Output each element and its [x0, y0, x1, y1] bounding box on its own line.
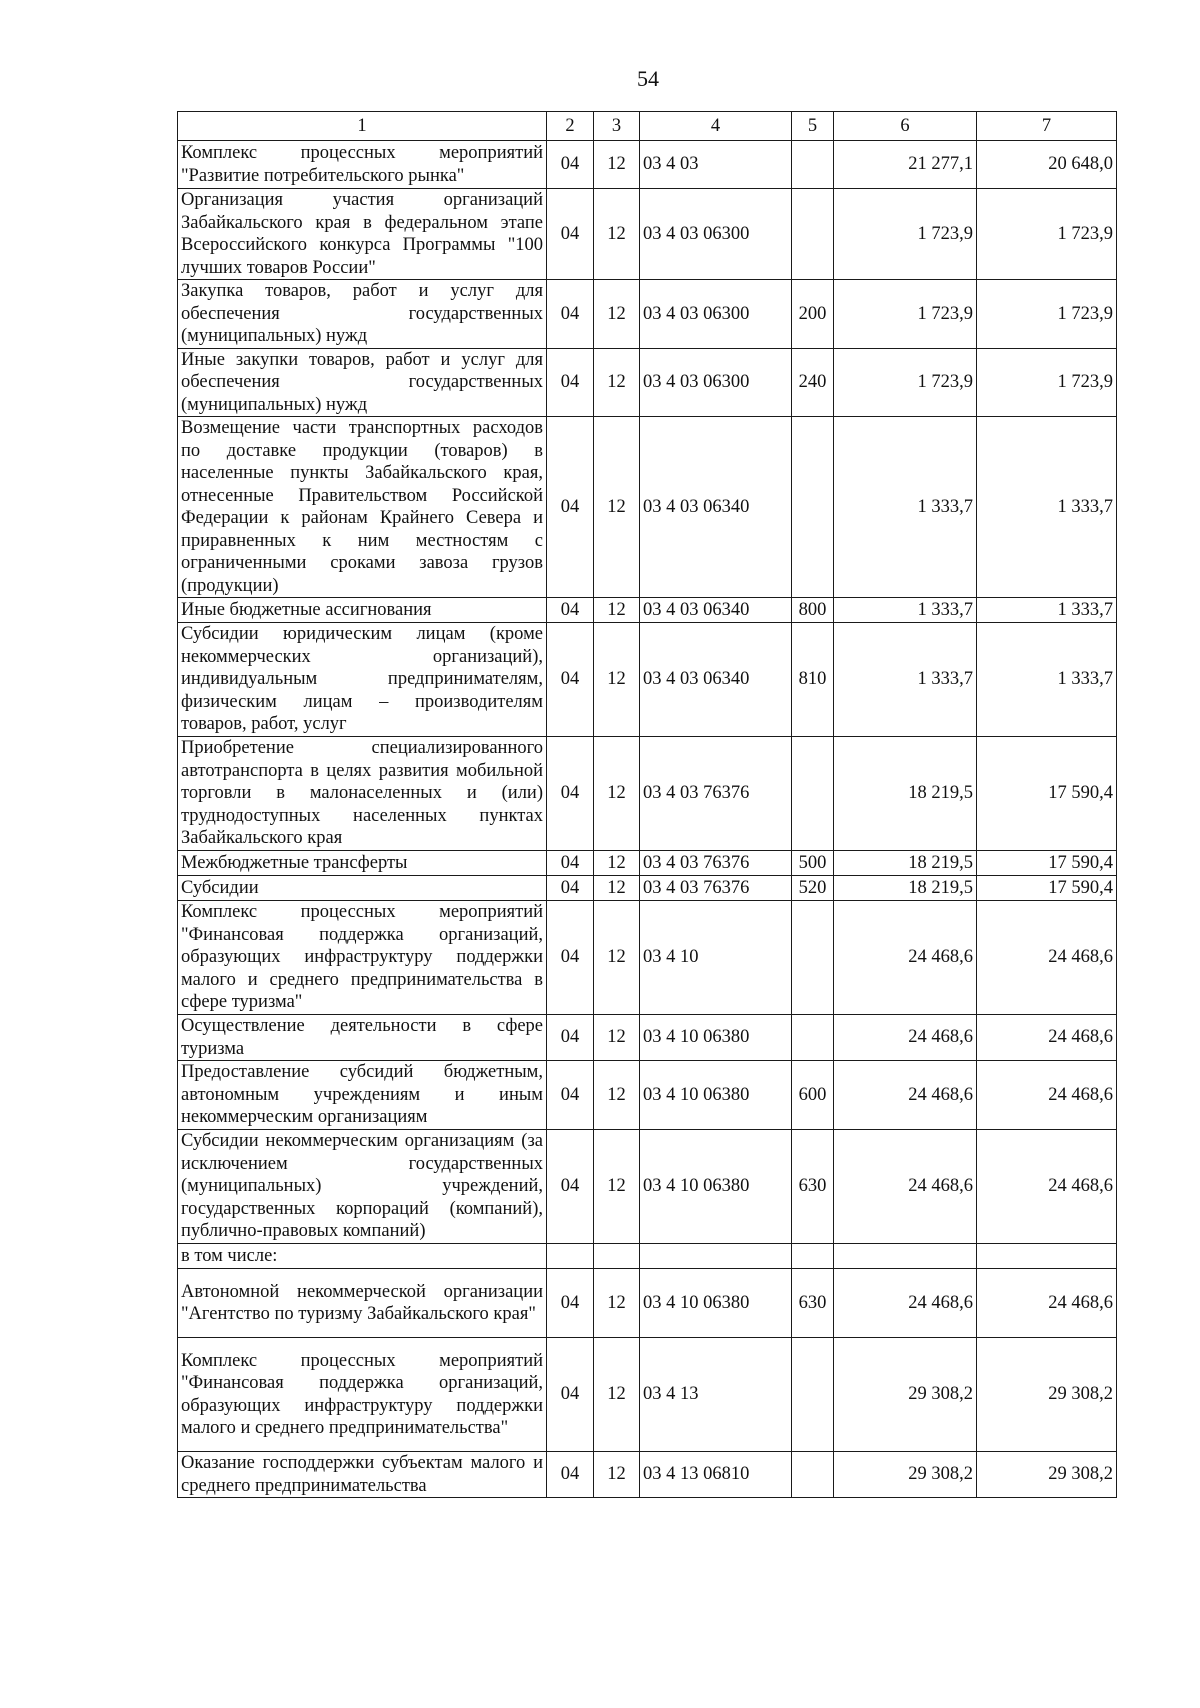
amount-year1-cell: 1 723,9	[834, 280, 977, 349]
table-row	[178, 851, 1117, 876]
amount-year2-cell: 29 308,2	[977, 1338, 1117, 1452]
header-cell: 3	[594, 112, 640, 141]
amount-year2-cell: 20 648,0	[977, 141, 1117, 189]
subsection-cell	[594, 1244, 640, 1269]
subsection-cell: 12	[594, 851, 640, 876]
amount-year1-cell: 1 723,9	[834, 189, 977, 280]
row-name-cell: Приобретение специализированного автотранспорта в целях развития мобильной торговли в малонаселенных и (или) труднодоступных населенных пунктах Забайкальского края	[178, 737, 547, 851]
subsection-cell: 12	[594, 1015, 640, 1061]
section-cell: 04	[547, 1061, 594, 1130]
row-name-cell: Иные бюджетные ассигнования	[178, 598, 547, 623]
target-article-cell: 03 4 13 06810	[640, 1452, 792, 1498]
page-number: 54	[637, 66, 659, 91]
target-article-cell: 03 4 03 76376	[640, 876, 792, 901]
amount-year1-cell	[834, 1244, 977, 1269]
target-article-cell: 03 4 10 06380	[640, 1130, 792, 1244]
table-row	[178, 189, 1117, 280]
table-row	[178, 876, 1117, 901]
section-cell: 04	[547, 280, 594, 349]
section-cell: 04	[547, 1130, 594, 1244]
expense-type-cell: 240	[792, 348, 834, 417]
table-row	[178, 1244, 1117, 1269]
subsection-cell: 12	[594, 623, 640, 737]
amount-year2-cell: 17 590,4	[977, 851, 1117, 876]
expense-type-cell	[792, 1452, 834, 1498]
expense-type-cell	[792, 1338, 834, 1452]
row-name-cell: Межбюджетные трансферты	[178, 851, 547, 876]
target-article-cell	[640, 1244, 792, 1269]
amount-year2-cell: 1 333,7	[977, 598, 1117, 623]
target-article-cell: 03 4 10 06380	[640, 1269, 792, 1338]
section-cell: 04	[547, 623, 594, 737]
target-article-cell: 03 4 13	[640, 1338, 792, 1452]
amount-year2-cell: 17 590,4	[977, 737, 1117, 851]
expense-type-cell	[792, 737, 834, 851]
table-row	[178, 141, 1117, 189]
amount-year1-cell: 1 333,7	[834, 623, 977, 737]
subsection-cell: 12	[594, 876, 640, 901]
expense-type-cell: 630	[792, 1130, 834, 1244]
row-name-cell: Комплекс процессных мероприятий "Финансовая поддержка организаций, образующих инфраструктуру поддержки малого и среднего предпринимательства"	[178, 1338, 547, 1452]
row-name-cell: в том числе:	[178, 1244, 547, 1269]
table-row	[178, 623, 1117, 737]
row-name-cell: Автономной некоммерческой организации "Агентство по туризму Забайкальского края"	[178, 1269, 547, 1338]
amount-year2-cell: 24 468,6	[977, 1015, 1117, 1061]
expense-type-cell	[792, 1244, 834, 1269]
subsection-cell: 12	[594, 417, 640, 598]
expense-type-cell: 500	[792, 851, 834, 876]
amount-year2-cell: 1 333,7	[977, 623, 1117, 737]
section-cell: 04	[547, 1338, 594, 1452]
target-article-cell: 03 4 03 06300	[640, 189, 792, 280]
amount-year1-cell: 1 333,7	[834, 598, 977, 623]
amount-year2-cell: 24 468,6	[977, 1130, 1117, 1244]
row-name-cell: Субсидии	[178, 876, 547, 901]
header-cell: 7	[977, 112, 1117, 141]
subsection-cell: 12	[594, 1338, 640, 1452]
row-name-cell: Комплекс процессных мероприятий "Развитие потребительского рынка"	[178, 141, 547, 189]
target-article-cell: 03 4 03	[640, 141, 792, 189]
target-article-cell: 03 4 03 76376	[640, 851, 792, 876]
amount-year2-cell: 1 723,9	[977, 189, 1117, 280]
table-row	[178, 1269, 1117, 1338]
amount-year2-cell	[977, 1244, 1117, 1269]
row-name-cell: Организация участия организаций Забайкальского края в федеральном этапе Всероссийского конкурса Программы "100 лучших товаров России"	[178, 189, 547, 280]
subsection-cell: 12	[594, 1452, 640, 1498]
amount-year1-cell: 24 468,6	[834, 1130, 977, 1244]
target-article-cell: 03 4 03 06340	[640, 598, 792, 623]
amount-year2-cell: 1 333,7	[977, 417, 1117, 598]
amount-year2-cell: 24 468,6	[977, 1269, 1117, 1338]
expense-type-cell	[792, 141, 834, 189]
amount-year1-cell: 24 468,6	[834, 901, 977, 1015]
section-cell: 04	[547, 1269, 594, 1338]
row-name-cell: Комплекс процессных мероприятий "Финансовая поддержка организаций, образующих инфраструктуру поддержки малого и среднего предпринимательства в сфере туризма"	[178, 901, 547, 1015]
target-article-cell: 03 4 03 76376	[640, 737, 792, 851]
amount-year1-cell: 29 308,2	[834, 1338, 977, 1452]
section-cell: 04	[547, 901, 594, 1015]
row-name-cell: Субсидии некоммерческим организациям (за исключением государственных (муниципальных) учреждений, государственных корпораций (компаний), публично-правовых компаний)	[178, 1130, 547, 1244]
section-cell: 04	[547, 1452, 594, 1498]
table-row	[178, 348, 1117, 417]
amount-year2-cell: 17 590,4	[977, 876, 1117, 901]
row-name-cell: Закупка товаров, работ и услуг для обеспечения государственных (муниципальных) нужд	[178, 280, 547, 349]
table-row	[178, 1061, 1117, 1130]
amount-year1-cell: 18 219,5	[834, 851, 977, 876]
table-row	[178, 737, 1117, 851]
subsection-cell: 12	[594, 141, 640, 189]
amount-year1-cell: 1 723,9	[834, 348, 977, 417]
table-row	[178, 1015, 1117, 1061]
amount-year1-cell: 1 333,7	[834, 417, 977, 598]
expense-type-cell: 800	[792, 598, 834, 623]
target-article-cell: 03 4 03 06300	[640, 348, 792, 417]
header-cell: 1	[178, 112, 547, 141]
expense-type-cell: 520	[792, 876, 834, 901]
table-row	[178, 1338, 1117, 1452]
row-name-cell: Иные закупки товаров, работ и услуг для обеспечения государственных (муниципальных) нужд	[178, 348, 547, 417]
expense-type-cell	[792, 901, 834, 1015]
row-name-cell: Осуществление деятельности в сфере туризма	[178, 1015, 547, 1061]
budget-table	[177, 111, 1117, 1498]
row-name-cell: Предоставление субсидий бюджетным, автономным учреждениям и иным некоммерческим организациям	[178, 1061, 547, 1130]
header-cell: 2	[547, 112, 594, 141]
section-cell: 04	[547, 141, 594, 189]
section-cell: 04	[547, 598, 594, 623]
amount-year1-cell: 29 308,2	[834, 1452, 977, 1498]
expense-type-cell: 630	[792, 1269, 834, 1338]
amount-year2-cell: 24 468,6	[977, 901, 1117, 1015]
subsection-cell: 12	[594, 901, 640, 1015]
section-cell: 04	[547, 417, 594, 598]
section-cell: 04	[547, 189, 594, 280]
expense-type-cell: 600	[792, 1061, 834, 1130]
header-row	[178, 112, 1117, 141]
header-cell: 5	[792, 112, 834, 141]
section-cell: 04	[547, 348, 594, 417]
amount-year1-cell: 24 468,6	[834, 1269, 977, 1338]
target-article-cell: 03 4 03 06300	[640, 280, 792, 349]
expense-type-cell: 810	[792, 623, 834, 737]
expense-type-cell: 200	[792, 280, 834, 349]
target-article-cell: 03 4 10 06380	[640, 1015, 792, 1061]
target-article-cell: 03 4 03 06340	[640, 623, 792, 737]
header-cell: 6	[834, 112, 977, 141]
table-row	[178, 417, 1117, 598]
amount-year2-cell: 24 468,6	[977, 1061, 1117, 1130]
row-name-cell: Оказание господдержки субъектам малого и среднего предпринимательства	[178, 1452, 547, 1498]
amount-year1-cell: 18 219,5	[834, 737, 977, 851]
subsection-cell: 12	[594, 1130, 640, 1244]
subsection-cell: 12	[594, 1269, 640, 1338]
row-name-cell: Возмещение части транспортных расходов по доставке продукции (товаров) в населенные пункты Забайкальского края, отнесенные Правительством Российской Федерации к районам Крайнего Севера и приравненных к ним местностям с ограниченными сроками завоза грузов (продукции)	[178, 417, 547, 598]
amount-year2-cell: 29 308,2	[977, 1452, 1117, 1498]
section-cell: 04	[547, 737, 594, 851]
table-row	[178, 1130, 1117, 1244]
amount-year1-cell: 18 219,5	[834, 876, 977, 901]
amount-year2-cell: 1 723,9	[977, 348, 1117, 417]
expense-type-cell	[792, 417, 834, 598]
subsection-cell: 12	[594, 598, 640, 623]
table-row	[178, 280, 1117, 349]
section-cell: 04	[547, 1015, 594, 1061]
table-row	[178, 901, 1117, 1015]
target-article-cell: 03 4 03 06340	[640, 417, 792, 598]
table-row	[178, 598, 1117, 623]
amount-year1-cell: 24 468,6	[834, 1015, 977, 1061]
target-article-cell: 03 4 10 06380	[640, 1061, 792, 1130]
amount-year2-cell: 1 723,9	[977, 280, 1117, 349]
subsection-cell: 12	[594, 280, 640, 349]
subsection-cell: 12	[594, 189, 640, 280]
subsection-cell: 12	[594, 1061, 640, 1130]
section-cell: 04	[547, 851, 594, 876]
target-article-cell: 03 4 10	[640, 901, 792, 1015]
expense-type-cell	[792, 189, 834, 280]
amount-year1-cell: 21 277,1	[834, 141, 977, 189]
section-cell	[547, 1244, 594, 1269]
subsection-cell: 12	[594, 737, 640, 851]
subsection-cell: 12	[594, 348, 640, 417]
section-cell: 04	[547, 876, 594, 901]
header-cell: 4	[640, 112, 792, 141]
expense-type-cell	[792, 1015, 834, 1061]
row-name-cell: Субсидии юридическим лицам (кроме некоммерческих организаций), индивидуальным предпринимателям, физическим лицам – производителям товаров, работ, услуг	[178, 623, 547, 737]
amount-year1-cell: 24 468,6	[834, 1061, 977, 1130]
table-row	[178, 1452, 1117, 1498]
